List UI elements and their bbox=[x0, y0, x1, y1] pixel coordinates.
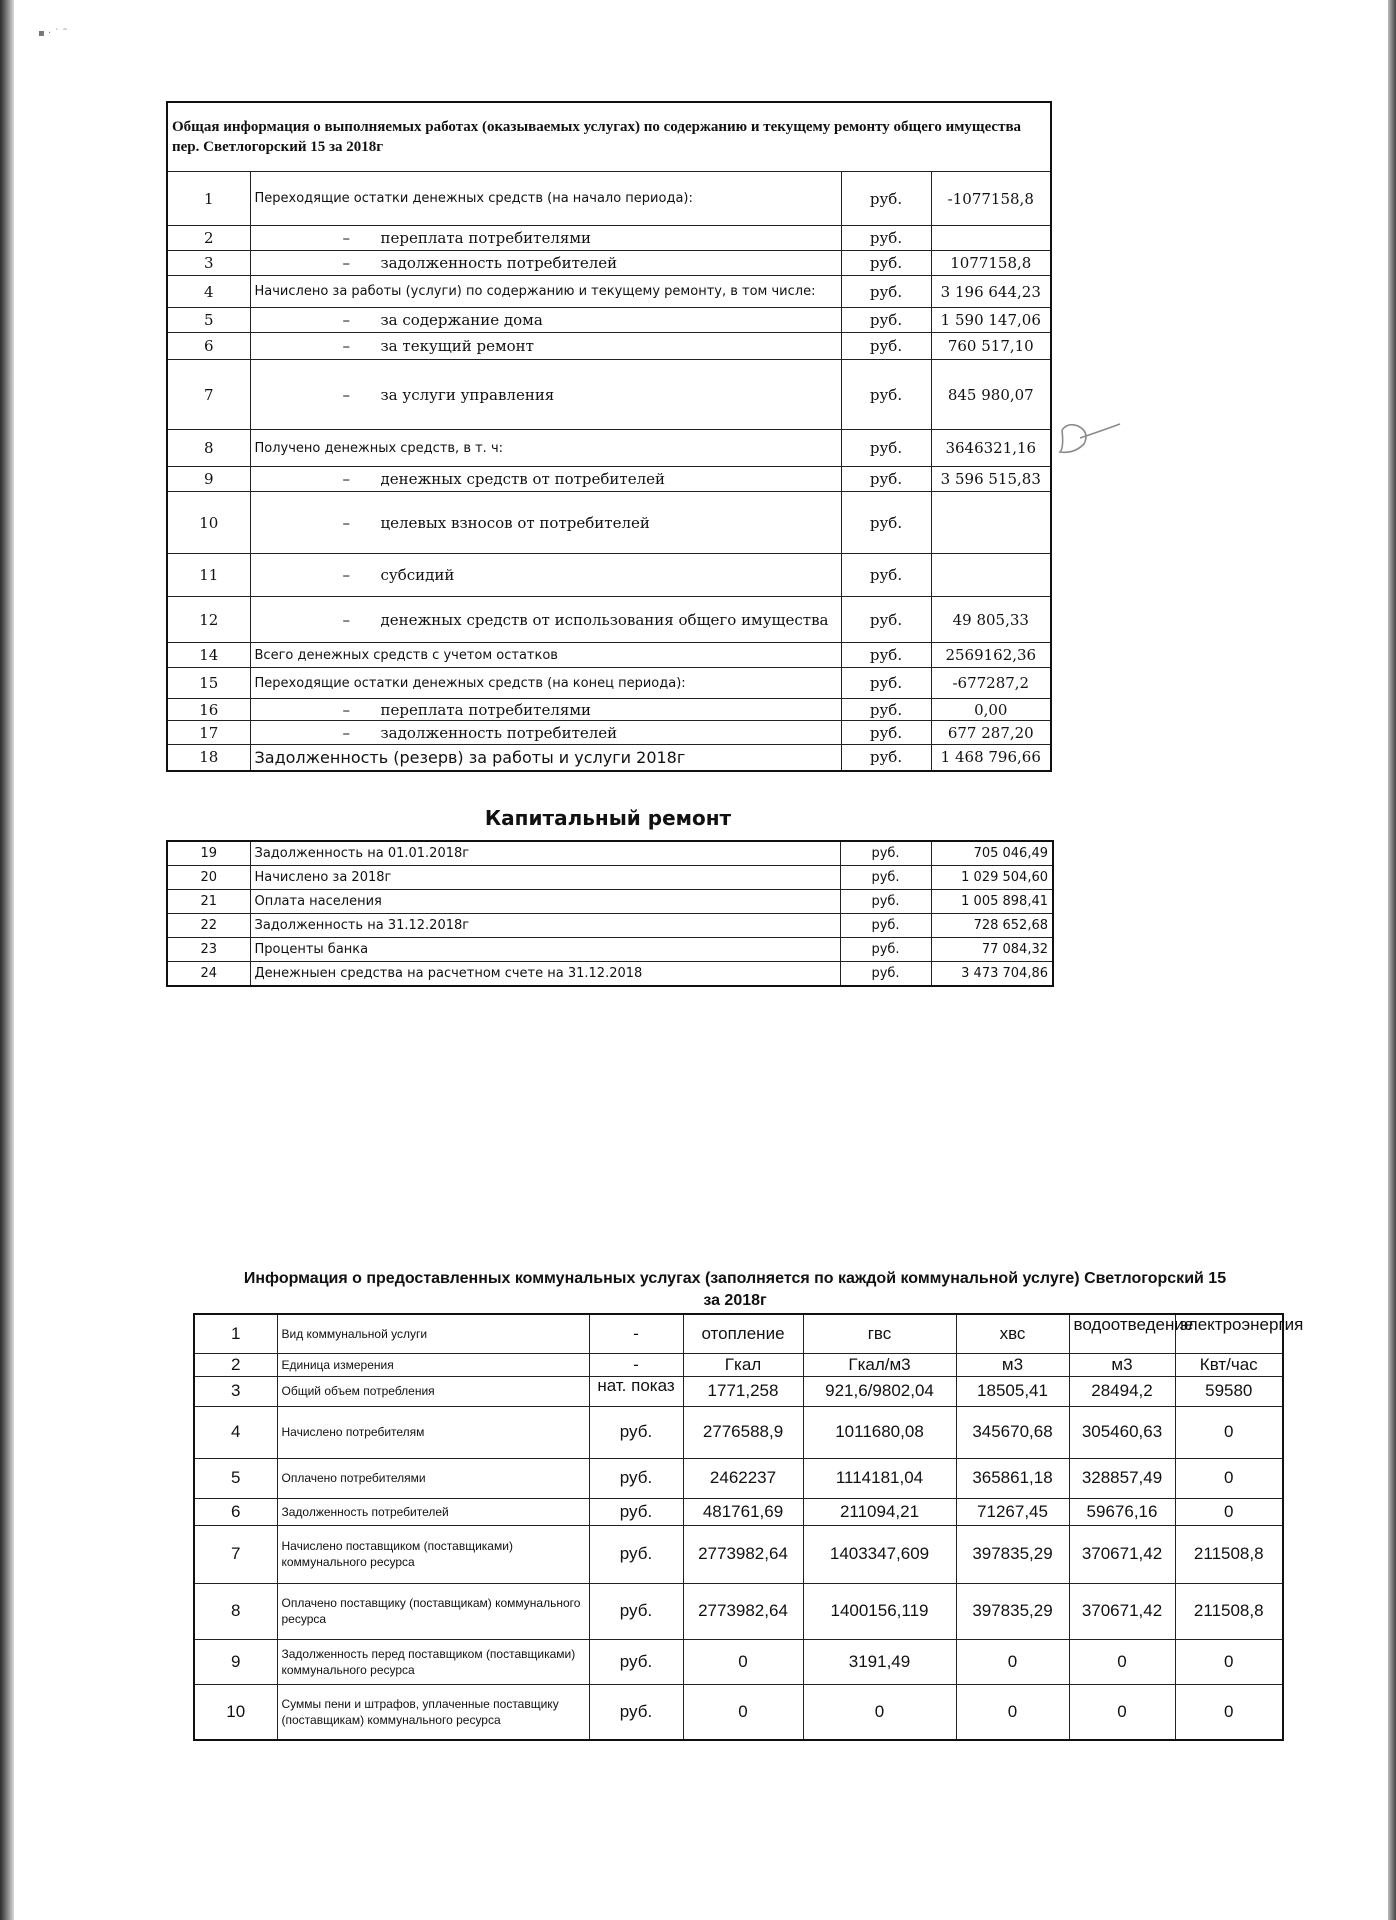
row-unit: руб. bbox=[840, 890, 931, 914]
row-value: 921,6/9802,04 bbox=[803, 1376, 956, 1406]
row-label: Единица измерения bbox=[277, 1353, 589, 1376]
row-unit: руб. bbox=[841, 745, 931, 771]
row-number: 21 bbox=[167, 890, 250, 914]
row-unit: руб. bbox=[589, 1525, 683, 1583]
row-label: Задолженность перед поставщиком (поставщиками) коммунального ресурса bbox=[277, 1639, 589, 1684]
row-value bbox=[931, 554, 1051, 597]
row-value: 1114181,04 bbox=[803, 1458, 956, 1498]
row-value: 211508,8 bbox=[1175, 1525, 1283, 1583]
row-number: 14 bbox=[167, 643, 250, 668]
table-row bbox=[194, 1498, 1283, 1525]
row-label bbox=[250, 333, 841, 360]
row-label: Вид коммунальной услуги bbox=[277, 1314, 589, 1353]
dash-marker: – bbox=[342, 254, 350, 272]
table-row bbox=[194, 1376, 1283, 1406]
row-unit: руб. bbox=[840, 914, 931, 938]
row-unit: руб. bbox=[841, 251, 931, 276]
row-unit: руб. bbox=[841, 430, 931, 467]
row-number: 6 bbox=[167, 333, 250, 360]
row-label: Общий объем потребления bbox=[277, 1376, 589, 1406]
row-value: 328857,49 bbox=[1069, 1458, 1175, 1498]
row-value: 49 805,33 bbox=[931, 597, 1051, 643]
row-value: 677 287,20 bbox=[931, 721, 1051, 745]
row-number: 15 bbox=[167, 668, 250, 699]
table-row bbox=[167, 467, 1051, 492]
scan-left-edge bbox=[0, 0, 14, 1920]
row-unit: руб. bbox=[841, 668, 931, 699]
row-label bbox=[250, 360, 841, 430]
table-row bbox=[167, 866, 1053, 890]
row-value: 2776588,9 bbox=[683, 1406, 803, 1458]
row-unit: руб. bbox=[841, 554, 931, 597]
row-number: 7 bbox=[167, 360, 250, 430]
row-label-text: за услуги управления bbox=[380, 385, 555, 404]
row-unit: руб. bbox=[841, 226, 931, 251]
row-value: 3 196 644,23 bbox=[931, 276, 1051, 308]
row-number: 6 bbox=[194, 1498, 277, 1525]
row-value: м3 bbox=[1069, 1353, 1175, 1376]
table-row bbox=[167, 430, 1051, 467]
table-row bbox=[167, 890, 1053, 914]
row-value: 0 bbox=[803, 1684, 956, 1740]
table-row bbox=[167, 962, 1053, 987]
table-row bbox=[167, 308, 1051, 333]
row-label: Проценты банка bbox=[250, 938, 840, 962]
dash-marker: – bbox=[342, 311, 350, 329]
row-number: 11 bbox=[167, 554, 250, 597]
row-label-text: за текущий ремонт bbox=[380, 337, 534, 355]
row-unit: руб. bbox=[589, 1498, 683, 1525]
row-label: Задолженность потребителей bbox=[277, 1498, 589, 1525]
table-row bbox=[167, 643, 1051, 668]
row-label: Задолженность на 31.12.2018г bbox=[250, 914, 840, 938]
row-value: 71267,45 bbox=[956, 1498, 1069, 1525]
row-number: 9 bbox=[194, 1639, 277, 1684]
row-number: 9 bbox=[167, 467, 250, 492]
row-value: хвс bbox=[956, 1314, 1069, 1353]
row-label: Переходящие остатки денежных средств (на конец периода): bbox=[250, 668, 841, 699]
row-number: 5 bbox=[194, 1458, 277, 1498]
row-value: 1 590 147,06 bbox=[931, 308, 1051, 333]
row-number: 2 bbox=[194, 1353, 277, 1376]
row-value: 760 517,10 bbox=[931, 333, 1051, 360]
row-value: 211094,21 bbox=[803, 1498, 956, 1525]
row-unit: руб. bbox=[841, 597, 931, 643]
row-unit: руб. bbox=[841, 308, 931, 333]
row-value: 397835,29 bbox=[956, 1525, 1069, 1583]
row-value: 845 980,07 bbox=[931, 360, 1051, 430]
capital-repair-title: Капитальный ремонт bbox=[484, 806, 732, 830]
row-value: 0 bbox=[1175, 1406, 1283, 1458]
row-value: 0 bbox=[683, 1684, 803, 1740]
row-value: Гкал bbox=[683, 1353, 803, 1376]
scan-corner-marks: ▪ · ˙ ˜ bbox=[38, 28, 68, 39]
row-label-text: задолженность потребителей bbox=[380, 723, 618, 742]
row-label: Начислено потребителям bbox=[277, 1406, 589, 1458]
row-label: Оплата населения bbox=[250, 890, 840, 914]
row-unit: руб. bbox=[840, 962, 931, 987]
row-value: электроэнергия bbox=[1175, 1314, 1283, 1353]
row-unit: руб. bbox=[841, 721, 931, 745]
row-label: Получено денежных средств, в т. ч: bbox=[250, 430, 841, 467]
row-value: 370671,42 bbox=[1069, 1525, 1175, 1583]
row-value: 2773982,64 bbox=[683, 1525, 803, 1583]
capital-repair-table bbox=[166, 840, 1054, 987]
utilities-title-line1: Информация о предоставленных коммунальных услугах (заполняется по каждой коммунальной услуге) Светлогорский 15 bbox=[243, 1270, 1227, 1287]
table-row bbox=[167, 914, 1053, 938]
row-value: водоотведение bbox=[1069, 1314, 1175, 1353]
row-number: 18 bbox=[167, 745, 250, 771]
row-label: Начислено за 2018г bbox=[250, 866, 840, 890]
row-value: 0,00 bbox=[931, 699, 1051, 721]
row-value: 0 bbox=[683, 1639, 803, 1684]
row-number: 22 bbox=[167, 914, 250, 938]
row-label bbox=[250, 699, 841, 721]
row-unit: - bbox=[589, 1353, 683, 1376]
table-row bbox=[167, 597, 1051, 643]
row-value: 3 473 704,86 bbox=[931, 962, 1053, 987]
row-value: 2462237 bbox=[683, 1458, 803, 1498]
utilities-table bbox=[193, 1313, 1304, 1741]
row-label: Оплачено потребителями bbox=[277, 1458, 589, 1498]
row-label-text: денежных средств от потребителей bbox=[380, 470, 665, 488]
table-row bbox=[194, 1583, 1283, 1639]
row-unit: - bbox=[589, 1314, 683, 1353]
row-unit: руб. bbox=[841, 333, 931, 360]
table-row bbox=[167, 226, 1051, 251]
row-value: 0 bbox=[1175, 1498, 1283, 1525]
dash-marker: – bbox=[342, 385, 350, 404]
row-value: Квт/час bbox=[1175, 1353, 1283, 1376]
row-value: -1077158,8 bbox=[931, 172, 1051, 226]
row-unit: руб. bbox=[589, 1406, 683, 1458]
table-row bbox=[167, 745, 1051, 771]
row-value: м3 bbox=[956, 1353, 1069, 1376]
row-unit: руб. bbox=[589, 1583, 683, 1639]
row-label bbox=[250, 597, 841, 643]
row-value bbox=[931, 492, 1051, 554]
row-number: 3 bbox=[167, 251, 250, 276]
row-unit: руб. bbox=[589, 1458, 683, 1498]
row-value: 2569162,36 bbox=[931, 643, 1051, 668]
row-label bbox=[250, 251, 841, 276]
row-unit: нат. показ bbox=[589, 1376, 683, 1406]
row-label: Задолженность (резерв) за работы и услуги 2018г bbox=[250, 745, 841, 771]
row-value: 1077158,8 bbox=[931, 251, 1051, 276]
maintenance-table-body bbox=[167, 172, 1051, 771]
table-row bbox=[194, 1353, 1283, 1376]
row-label-text: денежных средств от использования общего имущества bbox=[380, 610, 829, 629]
row-value: отопление bbox=[683, 1314, 803, 1353]
row-label: Суммы пени и штрафов, уплаченные поставщику (поставщикам) коммунального ресурса bbox=[277, 1684, 589, 1740]
utilities-title-line2: за 2018г bbox=[703, 1292, 767, 1309]
row-unit: руб. bbox=[841, 172, 931, 226]
row-unit: руб. bbox=[840, 938, 931, 962]
row-label: Задолженность на 01.01.2018г bbox=[250, 841, 840, 866]
row-value: 1 468 796,66 bbox=[931, 745, 1051, 771]
maintenance-table-title: Общая информация о выполняемых работах (оказываемых услугах) по содержанию и текущему ремонту общего имущества пер. Светлогорский 15 за 2018г bbox=[167, 102, 1051, 172]
row-number: 23 bbox=[167, 938, 250, 962]
row-unit: руб. bbox=[841, 699, 931, 721]
row-unit: руб. bbox=[589, 1684, 683, 1740]
row-label bbox=[250, 554, 841, 597]
table-row bbox=[167, 172, 1051, 226]
row-unit: руб. bbox=[841, 276, 931, 308]
row-value: 305460,63 bbox=[1069, 1406, 1175, 1458]
table-row bbox=[167, 554, 1051, 597]
row-number: 20 bbox=[167, 866, 250, 890]
row-label: Начислено поставщиком (поставщиками) коммунального ресурса bbox=[277, 1525, 589, 1583]
row-label bbox=[250, 226, 841, 251]
row-value: 365861,18 bbox=[956, 1458, 1069, 1498]
row-value: 0 bbox=[1175, 1639, 1283, 1684]
handwritten-mark bbox=[1054, 418, 1124, 458]
row-number: 8 bbox=[167, 430, 250, 467]
row-label-text: задолженность потребителей bbox=[380, 254, 618, 272]
row-value: 1 005 898,41 bbox=[931, 890, 1053, 914]
row-value: 1400156,119 bbox=[803, 1583, 956, 1639]
row-value: 28494,2 bbox=[1069, 1376, 1175, 1406]
row-value: 1011680,08 bbox=[803, 1406, 956, 1458]
row-value: Гкал/м3 bbox=[803, 1353, 956, 1376]
row-label bbox=[250, 492, 841, 554]
row-number: 3 bbox=[194, 1376, 277, 1406]
row-label-text: за содержание дома bbox=[380, 311, 543, 329]
dash-marker: – bbox=[342, 700, 350, 719]
table-row bbox=[167, 699, 1051, 721]
row-number: 24 bbox=[167, 962, 250, 987]
maintenance-table-header bbox=[167, 102, 1051, 172]
row-number: 17 bbox=[167, 721, 250, 745]
row-number: 2 bbox=[167, 226, 250, 251]
row-number: 4 bbox=[167, 276, 250, 308]
row-unit: руб. bbox=[589, 1639, 683, 1684]
row-value: гвс bbox=[803, 1314, 956, 1353]
dash-marker: – bbox=[342, 566, 350, 584]
dash-marker: – bbox=[342, 470, 350, 488]
row-number: 4 bbox=[194, 1406, 277, 1458]
row-label bbox=[250, 721, 841, 745]
table-row bbox=[167, 333, 1051, 360]
row-number: 1 bbox=[167, 172, 250, 226]
row-value: 1771,258 bbox=[683, 1376, 803, 1406]
row-value: -677287,2 bbox=[931, 668, 1051, 699]
table-row bbox=[167, 360, 1051, 430]
table-row bbox=[194, 1684, 1283, 1740]
row-value: 59580 bbox=[1175, 1376, 1283, 1406]
row-value: 0 bbox=[1069, 1639, 1175, 1684]
row-label-text: субсидий bbox=[380, 566, 455, 584]
row-number: 10 bbox=[194, 1684, 277, 1740]
row-value: 59676,16 bbox=[1069, 1498, 1175, 1525]
table-row bbox=[167, 492, 1051, 554]
table-row bbox=[194, 1458, 1283, 1498]
row-label-text: целевых взносов от потребителей bbox=[380, 513, 650, 532]
row-value: 0 bbox=[956, 1639, 1069, 1684]
row-number: 10 bbox=[167, 492, 250, 554]
scan-right-edge bbox=[1388, 0, 1396, 1920]
row-unit: руб. bbox=[841, 492, 931, 554]
table-row bbox=[167, 841, 1053, 866]
row-label: Всего денежных средств с учетом остатков bbox=[250, 643, 841, 668]
row-unit: руб. bbox=[841, 643, 931, 668]
row-value: 0 bbox=[1175, 1684, 1283, 1740]
row-value: 1 029 504,60 bbox=[931, 866, 1053, 890]
table-row bbox=[194, 1406, 1283, 1458]
row-value: 3646321,16 bbox=[931, 430, 1051, 467]
dash-marker: – bbox=[342, 723, 350, 742]
table-row bbox=[167, 251, 1051, 276]
row-value: 0 bbox=[956, 1684, 1069, 1740]
capital-repair-table-body bbox=[167, 841, 1053, 986]
row-value bbox=[931, 226, 1051, 251]
row-value: 3 596 515,83 bbox=[931, 467, 1051, 492]
row-label bbox=[250, 467, 841, 492]
row-value: 211508,8 bbox=[1175, 1583, 1283, 1639]
row-value: 1403347,609 bbox=[803, 1525, 956, 1583]
row-number: 1 bbox=[194, 1314, 277, 1353]
table-row bbox=[167, 721, 1051, 745]
row-value: 397835,29 bbox=[956, 1583, 1069, 1639]
row-value: 705 046,49 bbox=[931, 841, 1053, 866]
row-value: 77 084,32 bbox=[931, 938, 1053, 962]
row-value: 18505,41 bbox=[956, 1376, 1069, 1406]
row-value: 0 bbox=[1069, 1684, 1175, 1740]
utilities-table-body bbox=[194, 1314, 1304, 1740]
row-label: Переходящие остатки денежных средств (на начало периода): bbox=[250, 172, 841, 226]
row-label-text: переплата потребителями bbox=[380, 700, 591, 719]
row-label: Оплачено поставщику (поставщикам) коммунального ресурса bbox=[277, 1583, 589, 1639]
row-number: 7 bbox=[194, 1525, 277, 1583]
row-label bbox=[250, 308, 841, 333]
row-number: 19 bbox=[167, 841, 250, 866]
row-unit: руб. bbox=[840, 866, 931, 890]
row-number: 8 bbox=[194, 1583, 277, 1639]
row-label-text: переплата потребителями bbox=[380, 229, 591, 247]
row-unit: руб. bbox=[841, 467, 931, 492]
row-unit: руб. bbox=[841, 360, 931, 430]
dash-marker: – bbox=[342, 610, 350, 629]
table-row bbox=[194, 1525, 1283, 1583]
row-number: 5 bbox=[167, 308, 250, 333]
row-label: Денежныен средства на расчетном счете на 31.12.2018 bbox=[250, 962, 840, 987]
table-row bbox=[167, 938, 1053, 962]
table-row bbox=[167, 276, 1051, 308]
dash-marker: – bbox=[342, 337, 350, 355]
row-value: 345670,68 bbox=[956, 1406, 1069, 1458]
row-number: 12 bbox=[167, 597, 250, 643]
row-value: 370671,42 bbox=[1069, 1583, 1175, 1639]
row-label: Начислено за работы (услуги) по содержанию и текущему ремонту, в том числе: bbox=[250, 276, 841, 308]
utilities-title bbox=[190, 1268, 1280, 1312]
row-value: 3191,49 bbox=[803, 1639, 956, 1684]
table-row bbox=[167, 668, 1051, 699]
dash-marker: – bbox=[342, 229, 350, 247]
row-unit: руб. bbox=[840, 841, 931, 866]
maintenance-info-table bbox=[166, 101, 1052, 772]
row-value: 2773982,64 bbox=[683, 1583, 803, 1639]
row-value: 728 652,68 bbox=[931, 914, 1053, 938]
row-value: 0 bbox=[1175, 1458, 1283, 1498]
row-number: 16 bbox=[167, 699, 250, 721]
table-row bbox=[194, 1639, 1283, 1684]
dash-marker: – bbox=[342, 513, 350, 532]
table-row bbox=[194, 1314, 1283, 1353]
row-value: 481761,69 bbox=[683, 1498, 803, 1525]
